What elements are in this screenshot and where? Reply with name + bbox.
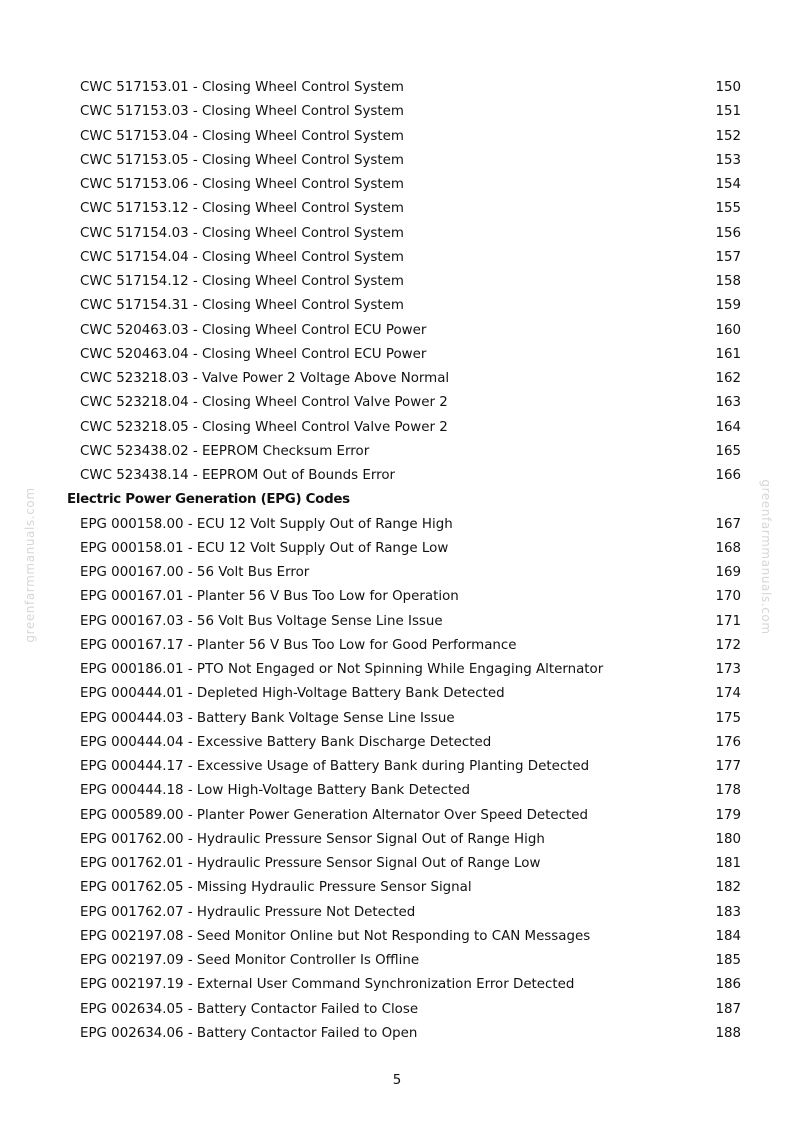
toc-entry-label: EPG 000444.18 - Low High-Voltage Battery Bank Detected xyxy=(80,783,470,799)
toc-entry xyxy=(0,294,794,318)
toc-entry-label: CWC 520463.04 - Closing Wheel Control ECU Power xyxy=(80,346,427,362)
toc-entry-page-number: 158 xyxy=(715,274,741,289)
toc-entry-label: EPG 000167.17 - Planter 56 V Bus Too Low for Good Performance xyxy=(80,637,517,653)
toc-entry-label: CWC 523218.04 - Closing Wheel Control Valve Power 2 xyxy=(80,395,448,411)
toc-entry xyxy=(0,125,794,149)
toc-entry-label: EPG 000167.00 - 56 Volt Bus Error xyxy=(80,565,310,580)
toc-entry-page-number: 187 xyxy=(715,1001,741,1017)
toc-entry-label: CWC 523218.05 - Closing Wheel Control Valve Power 2 xyxy=(80,419,448,435)
toc-entry-label: EPG 001762.05 - Missing Hydraulic Pressure Sensor Signal xyxy=(80,880,472,896)
toc-entry-label: EPG 001762.01 - Hydraulic Pressure Sensor Signal Out of Range Low xyxy=(80,856,541,871)
toc-entry-page-number: 179 xyxy=(715,807,741,823)
toc-entry-label: EPG 000589.00 - Planter Power Generation Alternator Over Speed Detected xyxy=(80,807,588,823)
toc-entry-label: EPG 000444.04 - Excessive Battery Bank Discharge Detected xyxy=(80,734,492,750)
toc-entry xyxy=(0,270,794,294)
toc-entry-page-number: 168 xyxy=(715,540,741,556)
toc-entry-label: EPG 002197.19 - External User Command Synchronization Error Detected xyxy=(80,977,575,993)
toc-entry-page-number: 157 xyxy=(715,249,741,265)
toc-entry-page-number: 152 xyxy=(715,128,741,144)
toc-entry-page-number: 182 xyxy=(715,880,741,896)
toc-entry xyxy=(0,246,794,270)
toc-entry-page-number: 171 xyxy=(715,613,741,629)
toc-entry-page-number: 172 xyxy=(715,637,741,653)
toc-entry-label: CWC 517153.01 - Closing Wheel Control System xyxy=(80,80,404,95)
toc-entry xyxy=(0,513,794,537)
toc-entry xyxy=(0,391,794,415)
toc-entry-page-number: 162 xyxy=(715,371,741,386)
toc-entry-label: EPG 000167.03 - 56 Volt Bus Voltage Sense Line Issue xyxy=(80,613,443,629)
toc-entry xyxy=(0,367,794,391)
toc-entry xyxy=(0,561,794,585)
toc-entry-page-number: 167 xyxy=(715,516,741,532)
toc-entry-page-number: 160 xyxy=(715,322,741,338)
toc-entry-label: EPG 000167.01 - Planter 56 V Bus Too Low for Operation xyxy=(80,589,459,605)
toc-entry-label: CWC 523438.14 - EEPROM Out of Bounds Error xyxy=(80,468,396,483)
toc-entry-label: EPG 002197.08 - Seed Monitor Online but Not Responding to CAN Messages xyxy=(80,928,591,944)
toc-entry-label: EPG 002634.06 - Battery Contactor Failed to Open xyxy=(80,1025,418,1041)
toc-entry xyxy=(0,76,794,100)
toc-entry-page-number: 178 xyxy=(715,783,741,799)
toc-entry xyxy=(0,537,794,561)
toc-entry xyxy=(0,804,794,828)
toc-entry-page-number: 175 xyxy=(715,710,741,726)
toc-entry xyxy=(0,658,794,682)
toc-entry-page-number: 150 xyxy=(715,80,741,95)
toc-entry-page-number: 177 xyxy=(715,759,741,774)
toc-entry-page-number: 180 xyxy=(715,831,741,847)
toc-entry xyxy=(0,876,794,900)
toc-entry-page-number: 183 xyxy=(715,904,741,920)
toc-section-heading xyxy=(0,488,794,512)
toc-entry xyxy=(0,707,794,731)
section-heading-label: Electric Power Generation (EPG) Codes xyxy=(67,492,350,508)
toc-entry xyxy=(0,100,794,124)
table-of-contents xyxy=(0,76,794,1046)
toc-entry xyxy=(0,779,794,803)
toc-entry xyxy=(0,464,794,488)
toc-entry-page-number: 188 xyxy=(715,1025,741,1041)
watermark-right: greenfarmmanuals.com xyxy=(759,479,773,635)
toc-entry-label: CWC 517154.12 - Closing Wheel Control System xyxy=(80,274,404,289)
toc-entry-label: CWC 517154.03 - Closing Wheel Control System xyxy=(80,225,404,241)
toc-entry-label: CWC 517154.31 - Closing Wheel Control System xyxy=(80,298,404,314)
toc-entry-label: EPG 002197.09 - Seed Monitor Controller Is Offline xyxy=(80,953,420,968)
toc-entry-page-number: 156 xyxy=(715,225,741,241)
toc-entry-label: EPG 001762.07 - Hydraulic Pressure Not Detected xyxy=(80,904,416,920)
toc-entry xyxy=(0,755,794,779)
toc-entry xyxy=(0,828,794,852)
toc-entry-label: EPG 000444.01 - Depleted High-Voltage Battery Bank Detected xyxy=(80,686,505,702)
toc-entry xyxy=(0,197,794,221)
toc-entry-page-number: 163 xyxy=(715,395,741,411)
toc-entry-page-number: 153 xyxy=(715,152,741,168)
toc-entry-label: CWC 517154.04 - Closing Wheel Control System xyxy=(80,249,404,265)
toc-entry xyxy=(0,585,794,609)
toc-entry xyxy=(0,173,794,197)
toc-entry-page-number: 170 xyxy=(715,589,741,605)
toc-entry-page-number: 174 xyxy=(715,686,741,702)
toc-entry xyxy=(0,1022,794,1046)
toc-entry-page-number: 165 xyxy=(715,443,741,459)
toc-entry xyxy=(0,634,794,658)
toc-entry xyxy=(0,222,794,246)
toc-entry-page-number: 184 xyxy=(715,928,741,944)
toc-entry-label: EPG 002634.05 - Battery Contactor Failed to Close xyxy=(80,1001,419,1017)
toc-entry-page-number: 164 xyxy=(715,419,741,435)
toc-entry xyxy=(0,343,794,367)
toc-entry xyxy=(0,149,794,173)
toc-entry-label: CWC 517153.05 - Closing Wheel Control System xyxy=(80,152,404,168)
toc-entry-label: CWC 517153.04 - Closing Wheel Control System xyxy=(80,128,404,144)
toc-entry-page-number: 154 xyxy=(715,177,741,192)
toc-entry-page-number: 151 xyxy=(715,104,741,120)
toc-entry xyxy=(0,440,794,464)
toc-entry xyxy=(0,973,794,997)
toc-entry-page-number: 159 xyxy=(715,298,741,314)
toc-entry-page-number: 169 xyxy=(715,565,741,580)
toc-entry-label: EPG 000186.01 - PTO Not Engaged or Not Spinning While Engaging Alternator xyxy=(80,662,604,677)
toc-entry-label: CWC 520463.03 - Closing Wheel Control ECU Power xyxy=(80,322,427,338)
toc-entry xyxy=(0,416,794,440)
toc-entry-label: CWC 517153.03 - Closing Wheel Control System xyxy=(80,104,404,120)
toc-entry-page-number: 185 xyxy=(715,953,741,968)
toc-entry-label: CWC 523438.02 - EEPROM Checksum Error xyxy=(80,443,370,459)
toc-entry xyxy=(0,731,794,755)
toc-entry-label: CWC 517153.12 - Closing Wheel Control System xyxy=(80,201,404,217)
toc-entry-page-number: 181 xyxy=(715,856,741,871)
toc-entry xyxy=(0,682,794,706)
toc-entry-page-number: 186 xyxy=(715,977,741,993)
toc-entry xyxy=(0,998,794,1022)
toc-entry-page-number: 161 xyxy=(715,346,741,362)
toc-entry xyxy=(0,610,794,634)
toc-entry-page-number: 166 xyxy=(715,468,741,483)
toc-entry xyxy=(0,901,794,925)
page-number: 5 xyxy=(392,1073,402,1088)
toc-entry-page-number: 173 xyxy=(715,662,741,677)
watermark-left: greenfarmmanuals.com xyxy=(23,487,37,643)
toc-entry-label: CWC 517153.06 - Closing Wheel Control System xyxy=(80,177,404,192)
toc-entry-label: EPG 000444.17 - Excessive Usage of Battery Bank during Planting Detected xyxy=(80,759,590,774)
toc-entry-label: EPG 001762.00 - Hydraulic Pressure Sensor Signal Out of Range High xyxy=(80,831,545,847)
toc-entry-page-number: 176 xyxy=(715,734,741,750)
toc-entry-label: EPG 000158.01 - ECU 12 Volt Supply Out of Range Low xyxy=(80,540,449,556)
toc-entry-label: EPG 000158.00 - ECU 12 Volt Supply Out of Range High xyxy=(80,516,453,532)
toc-entry-page-number: 155 xyxy=(715,201,741,217)
toc-entry-label: CWC 523218.03 - Valve Power 2 Voltage Above Normal xyxy=(80,371,450,386)
toc-entry xyxy=(0,949,794,973)
toc-entry xyxy=(0,925,794,949)
toc-entry xyxy=(0,852,794,876)
toc-entry-label: EPG 000444.03 - Battery Bank Voltage Sense Line Issue xyxy=(80,710,455,726)
toc-entry xyxy=(0,319,794,343)
